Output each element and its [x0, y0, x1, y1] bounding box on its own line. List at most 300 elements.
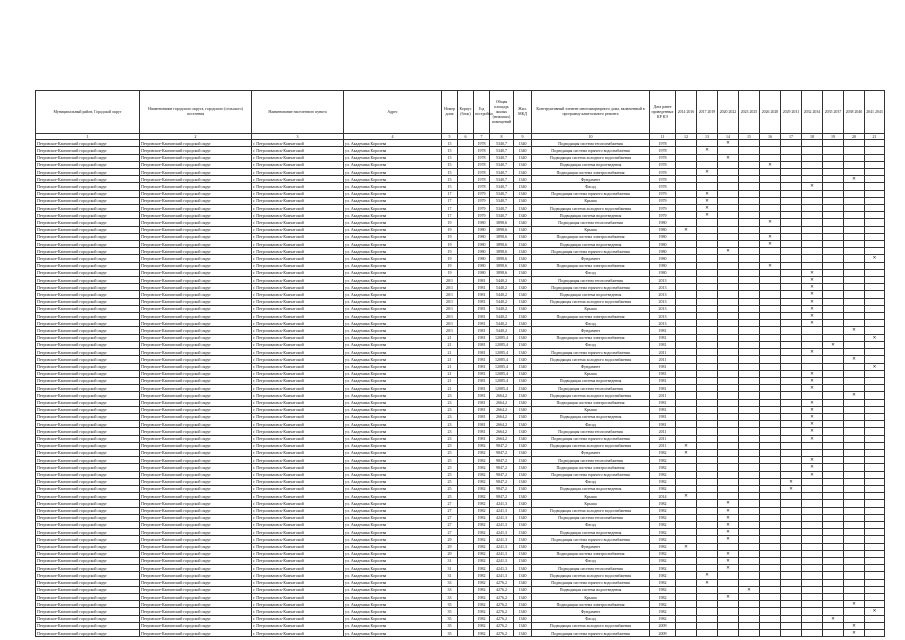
table-row — [36, 154, 885, 161]
table-row — [36, 529, 885, 536]
street-cell: ул. Академика Королева — [344, 399, 442, 406]
period-cell — [865, 241, 885, 248]
area-cell: 4241,3 — [490, 514, 514, 521]
locality-cell: г. Петропавловск-Камчатский — [252, 377, 344, 384]
period-cell — [865, 521, 885, 528]
table-row — [36, 500, 885, 507]
period-cell — [739, 601, 760, 608]
x-mark-icon: ✕ — [789, 486, 793, 492]
area-cell: 9847,2 — [490, 493, 514, 500]
x-mark-icon: ✕ — [852, 623, 856, 629]
street-cell: ул. Академика Королева — [344, 226, 442, 233]
year-cell: 1981 — [474, 385, 490, 392]
last-repair-cell: 1980 — [650, 262, 676, 269]
house-number-cell: 15 — [442, 176, 458, 183]
last-repair-cell: 1982 — [650, 565, 676, 572]
period-cell — [697, 320, 718, 327]
table-row — [36, 406, 885, 413]
x-mark-icon: ✕ — [705, 191, 709, 197]
street-cell: ул. Академика Королева — [344, 284, 442, 291]
table-row — [36, 241, 885, 248]
table-row — [36, 327, 885, 334]
period-cell — [760, 262, 781, 269]
period-cell — [865, 421, 885, 428]
street-cell: ул. Академика Королева — [344, 622, 442, 629]
period-cell — [760, 363, 781, 370]
x-mark-icon: ✕ — [810, 465, 814, 471]
last-repair-cell: 1981 — [650, 377, 676, 384]
x-mark-icon: ✕ — [810, 270, 814, 276]
mkd-cell: 1340 — [514, 572, 532, 579]
table-row — [36, 392, 885, 399]
table-row — [36, 622, 885, 629]
period-cell — [760, 313, 781, 320]
area-cell: 5340,7 — [490, 205, 514, 212]
locality-cell: г. Петропавловск-Камчатский — [252, 457, 344, 464]
table-row — [36, 572, 885, 579]
period-cell — [802, 536, 823, 543]
municipal-cell: Петровское-Камчатский городской округ — [36, 608, 140, 615]
last-repair-cell: 1982 — [650, 457, 676, 464]
table-row — [36, 341, 885, 348]
x-mark-icon: ✕ — [726, 530, 730, 536]
locality-cell: г. Петропавловск-Камчатский — [252, 579, 344, 586]
period-cell — [844, 154, 865, 161]
settlement-cell: Петровское-Камчатский городской округ — [140, 406, 252, 413]
period-cell — [823, 233, 844, 240]
settlement-cell: Петровское-Камчатский городской округ — [140, 442, 252, 449]
period-cell — [823, 392, 844, 399]
element-cell: Фундамент — [532, 255, 650, 262]
element-cell: Подводящая система горячего водоснабжения — [532, 630, 650, 637]
element-cell: Подводящая система холодного водоснабжения — [532, 298, 650, 305]
period-cell — [676, 226, 697, 233]
area-cell: 2664,2 — [490, 435, 514, 442]
period-cell — [760, 464, 781, 471]
street-cell: ул. Академика Королева — [344, 190, 442, 197]
x-mark-icon: ✕ — [726, 566, 730, 572]
period-cell — [802, 615, 823, 622]
period-cell — [697, 197, 718, 204]
mkd-cell: 1340 — [514, 291, 532, 298]
area-cell: 4241,3 — [490, 507, 514, 514]
settlement-cell: Петровское-Камчатский городской округ — [140, 399, 252, 406]
period-cell — [739, 421, 760, 428]
mkd-cell: 1340 — [514, 154, 532, 161]
house-number-cell: 35 — [442, 615, 458, 622]
settlement-cell: Петровское-Камчатский городской округ — [140, 248, 252, 255]
column-number: 21 — [865, 134, 885, 140]
year-cell: 1981 — [474, 421, 490, 428]
area-cell: 5340,7 — [490, 140, 514, 147]
period-cell — [844, 557, 865, 564]
element-cell: Подводящая система горячего водоснабжения — [532, 284, 650, 291]
period-cell — [823, 269, 844, 276]
settlement-cell: Петровское-Камчатский городской округ — [140, 305, 252, 312]
period-cell — [718, 255, 739, 262]
locality-cell: г. Петропавловск-Камчатский — [252, 536, 344, 543]
period-cell — [802, 183, 823, 190]
period-cell — [676, 442, 697, 449]
period-cell — [865, 356, 885, 363]
period-cell — [676, 392, 697, 399]
col-header-period: 2026 2028 — [760, 91, 781, 134]
period-cell — [739, 471, 760, 478]
building-cell — [458, 385, 474, 392]
period-cell — [823, 161, 844, 168]
last-repair-cell: 1980 — [650, 226, 676, 233]
period-cell — [844, 262, 865, 269]
building-cell — [458, 557, 474, 564]
period-cell — [718, 521, 739, 528]
municipal-cell: Петровское-Камчатский городской округ — [36, 349, 140, 356]
element-cell: Подводящая система электроснабжения — [532, 464, 650, 471]
building-cell — [458, 406, 474, 413]
element-cell: Подводящая система электроснабжения — [532, 169, 650, 176]
table-row — [36, 493, 885, 500]
element-cell: Подводящая система теплоснабжения — [532, 140, 650, 147]
settlement-cell: Петровское-Камчатский городской округ — [140, 514, 252, 521]
mkd-cell: 1340 — [514, 536, 532, 543]
table-row — [36, 298, 885, 305]
element-cell: Подводящая система водоотведения — [532, 586, 650, 593]
building-cell — [458, 298, 474, 305]
period-cell — [718, 370, 739, 377]
building-cell — [458, 464, 474, 471]
period-cell — [760, 298, 781, 305]
settlement-cell: Петровское-Камчатский городской округ — [140, 255, 252, 262]
municipal-cell: Петровское-Камчатский городской округ — [36, 313, 140, 320]
period-cell — [802, 241, 823, 248]
period-cell — [823, 413, 844, 420]
building-cell — [458, 608, 474, 615]
municipal-cell: Петровское-Камчатский городской округ — [36, 471, 140, 478]
period-cell — [823, 349, 844, 356]
period-cell — [844, 550, 865, 557]
period-cell — [844, 291, 865, 298]
area-cell: 4276,2 — [490, 615, 514, 622]
area-cell: 4276,2 — [490, 630, 514, 637]
period-cell — [739, 457, 760, 464]
period-cell — [739, 176, 760, 183]
period-cell — [823, 341, 844, 348]
period-cell — [718, 147, 739, 154]
period-cell — [697, 622, 718, 629]
period-cell — [739, 543, 760, 550]
col-header-period: 2038 2040 — [844, 91, 865, 134]
x-mark-icon: ✕ — [810, 400, 814, 406]
period-cell — [718, 154, 739, 161]
element-cell: Фундамент — [532, 327, 650, 334]
mkd-cell: 1340 — [514, 500, 532, 507]
element-cell: Подводящая система водоотведения — [532, 377, 650, 384]
locality-cell: г. Петропавловск-Камчатский — [252, 248, 344, 255]
building-cell — [458, 241, 474, 248]
area-cell: 12085,4 — [490, 334, 514, 341]
locality-cell: г. Петропавловск-Камчатский — [252, 449, 344, 456]
period-cell — [865, 197, 885, 204]
element-cell: Крыша — [532, 305, 650, 312]
element-cell: Подводящая система водоотведения — [532, 161, 650, 168]
period-cell — [760, 197, 781, 204]
element-cell: Подводящая система электроснабжения — [532, 262, 650, 269]
period-cell — [676, 449, 697, 456]
period-cell — [718, 615, 739, 622]
x-mark-icon: ✕ — [768, 234, 772, 240]
period-cell — [697, 341, 718, 348]
building-cell — [458, 630, 474, 637]
col-header-address: Адрес — [344, 91, 442, 134]
period-cell — [718, 205, 739, 212]
x-mark-icon: ✕ — [726, 558, 730, 564]
period-cell — [844, 255, 865, 262]
municipal-cell: Петровское-Камчатский городской округ — [36, 341, 140, 348]
period-cell — [676, 349, 697, 356]
period-cell — [781, 550, 802, 557]
settlement-cell: Петровское-Камчатский городской округ — [140, 630, 252, 637]
period-cell — [844, 385, 865, 392]
municipal-cell: Петровское-Камчатский городской округ — [36, 507, 140, 514]
year-cell: 1982 — [474, 478, 490, 485]
period-cell — [802, 327, 823, 334]
period-cell — [697, 514, 718, 521]
x-mark-icon: ✕ — [852, 602, 856, 608]
column-number: 16 — [760, 134, 781, 140]
municipal-cell: Петровское-Камчатский городской округ — [36, 226, 140, 233]
table-row — [36, 334, 885, 341]
period-cell — [865, 493, 885, 500]
period-cell — [865, 392, 885, 399]
period-cell — [676, 385, 697, 392]
year-cell: 1981 — [474, 413, 490, 420]
house-number-cell: 20/1 — [442, 327, 458, 334]
period-cell — [844, 284, 865, 291]
street-cell: ул. Академика Королева — [344, 601, 442, 608]
settlement-cell: Петровское-Камчатский городской округ — [140, 205, 252, 212]
period-cell — [802, 449, 823, 456]
period-cell — [739, 428, 760, 435]
street-cell: ул. Академика Королева — [344, 248, 442, 255]
year-cell: 1978 — [474, 161, 490, 168]
mkd-cell: 1340 — [514, 147, 532, 154]
house-number-cell: 25 — [442, 478, 458, 485]
period-cell — [844, 277, 865, 284]
building-cell — [458, 421, 474, 428]
mkd-cell: 1340 — [514, 255, 532, 262]
year-cell: 1979 — [474, 197, 490, 204]
col-header-settlement: Наименование городского округа, городского (сельского) поселения — [140, 91, 252, 134]
period-cell — [781, 255, 802, 262]
period-cell — [760, 392, 781, 399]
x-mark-icon: ✕ — [726, 155, 730, 161]
year-cell: 1982 — [474, 457, 490, 464]
area-cell: 12085,4 — [490, 356, 514, 363]
period-cell — [802, 471, 823, 478]
period-cell — [718, 435, 739, 442]
mkd-cell: 1340 — [514, 269, 532, 276]
building-cell — [458, 457, 474, 464]
year-cell: 1980 — [474, 262, 490, 269]
mkd-cell: 1340 — [514, 385, 532, 392]
mkd-cell: 1340 — [514, 233, 532, 240]
period-cell — [697, 356, 718, 363]
locality-cell: г. Петропавловск-Камчатский — [252, 485, 344, 492]
building-cell — [458, 428, 474, 435]
period-cell — [781, 485, 802, 492]
locality-cell: г. Петропавловск-Камчатский — [252, 594, 344, 601]
year-cell: 1978 — [474, 154, 490, 161]
settlement-cell: Петровское-Камчатский городской округ — [140, 608, 252, 615]
period-cell — [802, 406, 823, 413]
period-cell — [802, 550, 823, 557]
period-cell — [823, 615, 844, 622]
period-cell — [802, 608, 823, 615]
area-cell: 4241,3 — [490, 529, 514, 536]
header-row — [36, 91, 885, 134]
period-cell — [823, 298, 844, 305]
area-cell: 2664,2 — [490, 421, 514, 428]
period-cell — [823, 543, 844, 550]
period-cell — [718, 190, 739, 197]
x-mark-icon: ✕ — [810, 371, 814, 377]
period-cell — [865, 543, 885, 550]
period-cell — [760, 212, 781, 219]
element-cell: Подводящая система горячего водоснабжения — [532, 147, 650, 154]
year-cell: 1980 — [474, 241, 490, 248]
period-cell — [739, 226, 760, 233]
locality-cell: г. Петропавловск-Камчатский — [252, 370, 344, 377]
period-cell — [802, 529, 823, 536]
period-cell — [697, 594, 718, 601]
year-cell: 1982 — [474, 622, 490, 629]
period-cell — [865, 377, 885, 384]
period-cell — [865, 449, 885, 456]
table-row — [36, 212, 885, 219]
area-cell: 9847,2 — [490, 471, 514, 478]
period-cell — [739, 161, 760, 168]
settlement-cell: Петровское-Камчатский городской округ — [140, 212, 252, 219]
street-cell: ул. Академика Королева — [344, 442, 442, 449]
period-cell — [739, 147, 760, 154]
house-number-cell: 19 — [442, 233, 458, 240]
period-cell — [697, 255, 718, 262]
table-row — [36, 255, 885, 262]
last-repair-cell: 2013 — [650, 298, 676, 305]
municipal-cell: Петровское-Камчатский городской округ — [36, 370, 140, 377]
house-number-cell: 27 — [442, 529, 458, 536]
x-mark-icon: ✕ — [852, 328, 856, 334]
period-cell — [802, 226, 823, 233]
locality-cell: г. Петропавловск-Камчатский — [252, 399, 344, 406]
period-cell — [718, 233, 739, 240]
period-cell — [844, 428, 865, 435]
house-number-cell: 31 — [442, 557, 458, 564]
table-row — [36, 543, 885, 550]
period-cell — [781, 622, 802, 629]
house-number-cell: 35 — [442, 630, 458, 637]
period-cell — [844, 413, 865, 420]
street-cell: ул. Академика Королева — [344, 147, 442, 154]
table-row — [36, 320, 885, 327]
street-cell: ул. Академика Королева — [344, 363, 442, 370]
year-cell: 1982 — [474, 543, 490, 550]
house-number-cell: 27 — [442, 521, 458, 528]
period-cell — [676, 370, 697, 377]
period-cell — [844, 406, 865, 413]
municipal-cell: Петровское-Камчатский городской округ — [36, 356, 140, 363]
period-cell — [844, 233, 865, 240]
street-cell: ул. Академика Королева — [344, 327, 442, 334]
municipal-cell: Петровское-Камчатский городской округ — [36, 615, 140, 622]
period-cell — [865, 305, 885, 312]
period-cell — [739, 197, 760, 204]
building-cell — [458, 514, 474, 521]
municipal-cell: Петровское-Камчатский городской округ — [36, 140, 140, 147]
period-cell — [718, 305, 739, 312]
street-cell: ул. Академика Королева — [344, 176, 442, 183]
element-cell: Крыша — [532, 500, 650, 507]
period-cell — [676, 557, 697, 564]
period-cell — [844, 565, 865, 572]
period-cell — [802, 140, 823, 147]
period-cell — [844, 219, 865, 226]
table-row — [36, 521, 885, 528]
period-cell — [739, 298, 760, 305]
period-cell — [781, 615, 802, 622]
settlement-cell: Петровское-Камчатский городской округ — [140, 183, 252, 190]
x-mark-icon: ✕ — [810, 299, 814, 305]
period-cell — [781, 241, 802, 248]
table-row — [36, 370, 885, 377]
period-cell — [823, 197, 844, 204]
x-mark-icon: ✕ — [872, 256, 877, 262]
table-row — [36, 176, 885, 183]
element-cell: Подводящая система электроснабжения — [532, 313, 650, 320]
municipal-cell: Петровское-Камчатский городской округ — [36, 291, 140, 298]
period-cell — [823, 630, 844, 637]
locality-cell: г. Петропавловск-Камчатский — [252, 147, 344, 154]
period-cell — [739, 550, 760, 557]
period-cell — [844, 630, 865, 637]
element-cell: Крыша — [532, 197, 650, 204]
last-repair-cell: 2013 — [650, 320, 676, 327]
period-cell — [781, 205, 802, 212]
period-cell — [760, 442, 781, 449]
area-cell: 4276,2 — [490, 594, 514, 601]
street-cell: ул. Академика Королева — [344, 529, 442, 536]
year-cell: 1978 — [474, 176, 490, 183]
last-repair-cell: 2009 — [650, 630, 676, 637]
building-cell — [458, 370, 474, 377]
period-cell — [844, 305, 865, 312]
table-row — [36, 565, 885, 572]
settlement-cell: Петровское-Камчатский городской округ — [140, 377, 252, 384]
street-cell: ул. Академика Королева — [344, 277, 442, 284]
period-cell — [823, 471, 844, 478]
period-cell — [865, 320, 885, 327]
municipal-cell: Петровское-Камчатский городской округ — [36, 161, 140, 168]
period-cell — [697, 349, 718, 356]
period-cell — [718, 341, 739, 348]
locality-cell: г. Петропавловск-Камчатский — [252, 471, 344, 478]
element-cell: Фасад — [532, 183, 650, 190]
year-cell: 1982 — [474, 586, 490, 593]
period-cell — [844, 529, 865, 536]
street-cell: ул. Академика Королева — [344, 543, 442, 550]
table-row — [36, 442, 885, 449]
period-cell — [823, 291, 844, 298]
settlement-cell: Петровское-Камчатский городской округ — [140, 572, 252, 579]
